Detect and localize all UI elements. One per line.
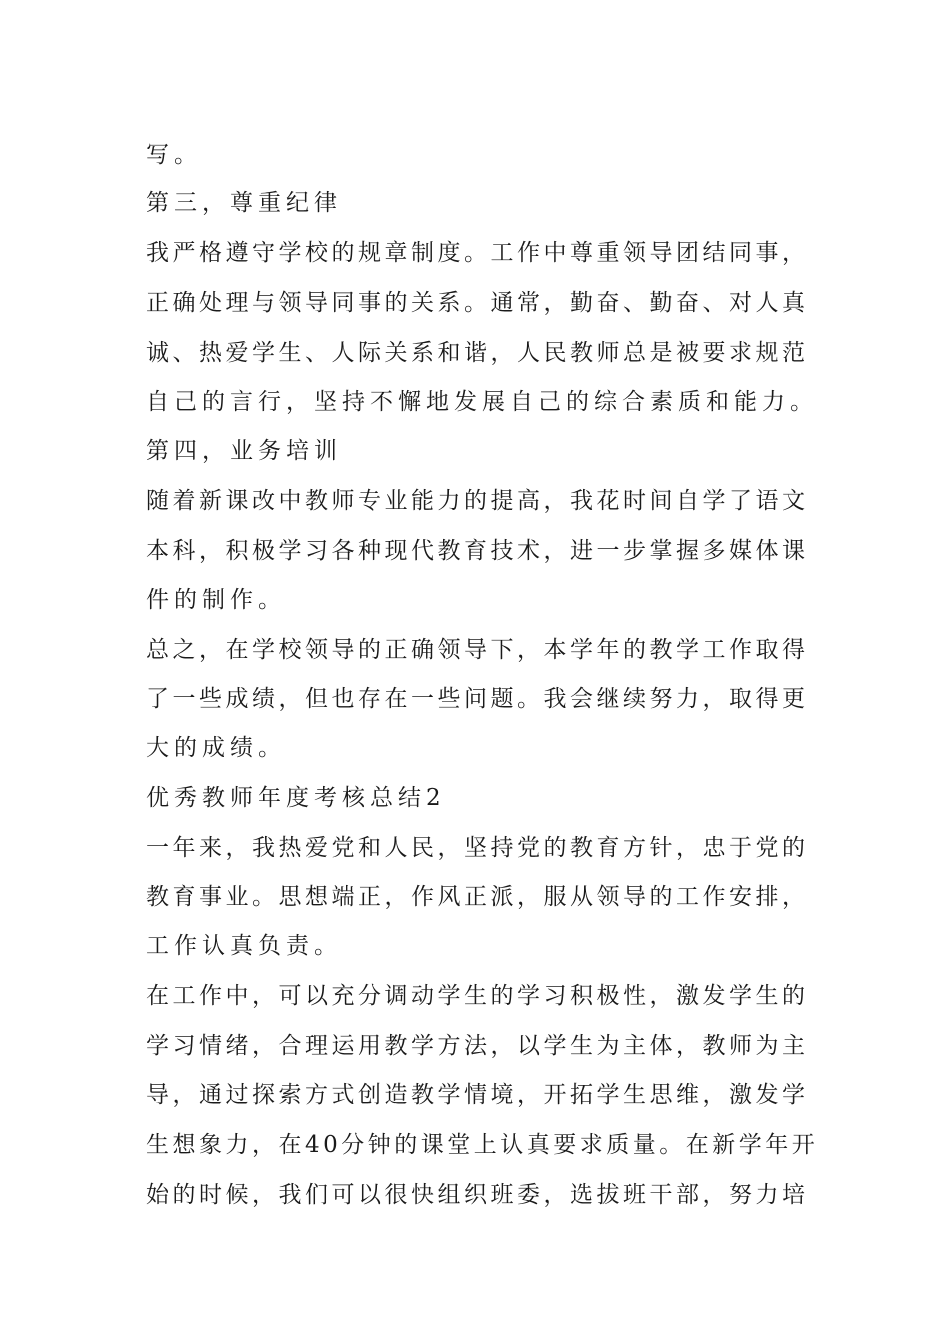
- text-line: 写。: [146, 142, 202, 168]
- text-line: 总之，在学校领导的正确领导下，本学年的教学工作取得: [146, 637, 809, 663]
- text-line: 教育事业。思想端正，作风正派，服从领导的工作安排，: [146, 884, 809, 910]
- text-line: 本科，积极学习各种现代教育技术，进一步掌握多媒体课: [146, 538, 809, 564]
- section-heading: 优秀教师年度考核总结2: [146, 785, 446, 811]
- text-line: 学习情绪，合理运用教学方法，以学生为主体，教师为主: [146, 1033, 809, 1059]
- section-heading: 第四，业务培训: [146, 438, 342, 464]
- text-line: 大的成绩。: [146, 735, 286, 761]
- text-line: 一年来，我热爱党和人民，坚持党的教育方针，忠于党的: [146, 835, 809, 861]
- text-line: 件的制作。: [146, 587, 286, 613]
- text-line: 我严格遵守学校的规章制度。工作中尊重领导团结同事，: [146, 240, 809, 266]
- text-line: 导，通过探索方式创造教学情境，开拓学生思维，激发学: [146, 1082, 809, 1108]
- text-line: 随着新课改中教师专业能力的提高，我花时间自学了语文: [146, 488, 809, 514]
- text-line: 了一些成绩，但也存在一些问题。我会继续努力，取得更: [146, 686, 809, 712]
- text-line: 正确处理与领导同事的关系。通常，勤奋、勤奋、对人真: [146, 290, 809, 316]
- text-line: 在工作中，可以充分调动学生的学习积极性，激发学生的: [146, 983, 809, 1009]
- text-line: 诚、热爱学生、人际关系和谐，人民教师总是被要求规范: [146, 340, 809, 366]
- text-line: 生想象力，在40分钟的课堂上认真要求质量。在新学年开: [146, 1132, 819, 1158]
- section-heading: 第三，尊重纪律: [146, 190, 342, 216]
- text-line: 自己的言行，坚持不懈地发展自己的综合素质和能力。: [146, 389, 818, 415]
- text-line: 始的时候，我们可以很快组织班委，选拔班干部，努力培: [146, 1182, 809, 1208]
- text-line: 工作认真负责。: [146, 933, 342, 959]
